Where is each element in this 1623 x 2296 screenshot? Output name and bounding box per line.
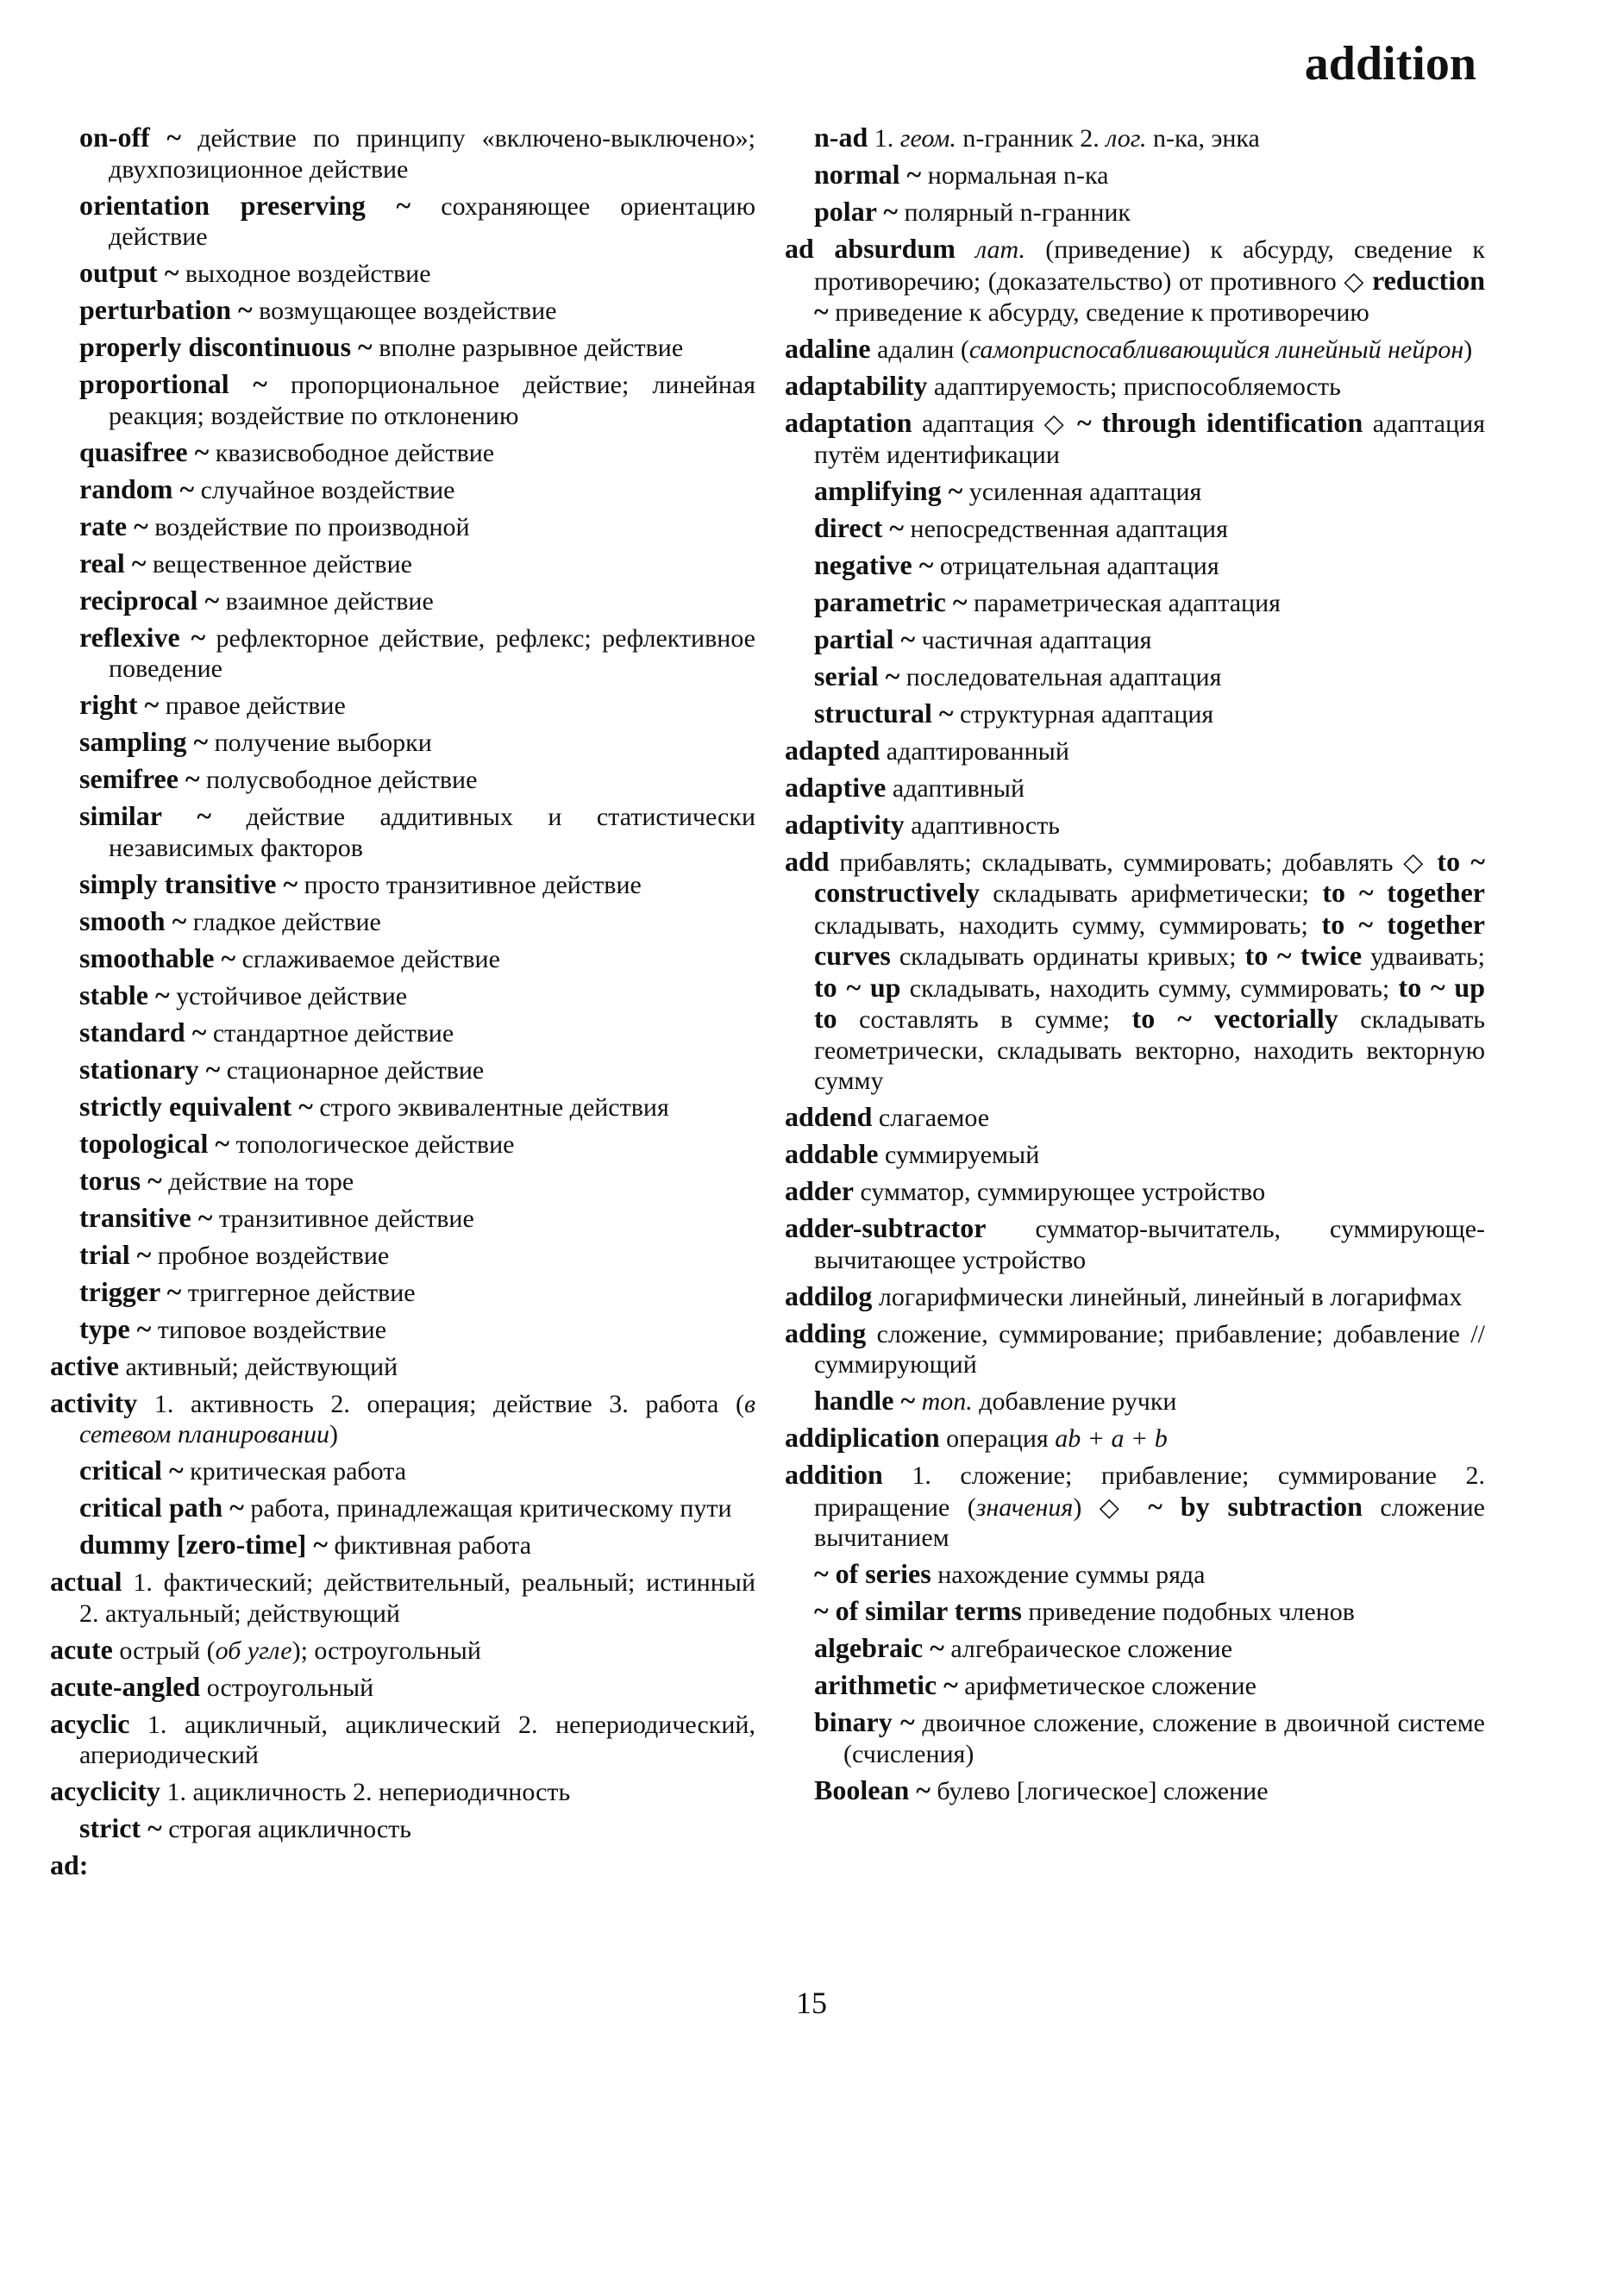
headword: topological ~: [79, 1127, 229, 1159]
sub-entry: [785, 122, 1485, 154]
headword: quasifree ~: [79, 435, 210, 467]
sub-entry: [50, 437, 755, 469]
sub-entry: [785, 1633, 1485, 1665]
sub-entry: [50, 943, 755, 975]
dictionary-entry: [785, 847, 1485, 1097]
sub-entry: [50, 585, 755, 617]
headword: standard ~: [79, 1016, 207, 1048]
definition-text: булево [логическое] сложение: [930, 1776, 1269, 1805]
headword: reduction ~: [814, 264, 1485, 327]
sub-entry: [50, 1277, 755, 1309]
sub-entry: [50, 1129, 755, 1161]
definition-text: непосредственная адаптация: [904, 514, 1228, 543]
definition-text: пробное воздействие: [151, 1241, 390, 1270]
sub-entry: [50, 1492, 755, 1524]
headword: smoothable ~: [79, 942, 236, 973]
headword: handle ~: [814, 1385, 916, 1416]
dictionary-entry: [785, 810, 1485, 841]
dictionary-entry: [50, 1672, 755, 1704]
italic-label: топ.: [921, 1387, 973, 1416]
definition-text: слагаемое: [872, 1104, 990, 1132]
definition-text: сглаживаемое действие: [235, 944, 500, 973]
sub-entry: [785, 661, 1485, 693]
headword: output ~: [79, 257, 179, 288]
definition-text: алгебраическое сложение: [943, 1635, 1233, 1663]
headword: algebraic ~: [814, 1632, 944, 1663]
definition-text: действие на торе: [161, 1167, 354, 1196]
definition-text: усиленная адаптация: [962, 477, 1202, 506]
headword: ~ by subtraction: [1148, 1490, 1363, 1522]
headword: adaptive: [785, 771, 887, 803]
definition-text: [915, 1387, 922, 1416]
italic-label: геом.: [899, 124, 956, 153]
headword: adaptivity: [785, 808, 905, 840]
definition-text: адалин (: [870, 335, 969, 364]
headword: addiplication: [785, 1422, 940, 1453]
definition-text: действие по принципу «включено-выключено»; двухпозиционное действие: [109, 124, 755, 184]
definition-text: n-гранник 2.: [956, 124, 1106, 153]
definition-text: триггерное действие: [181, 1278, 416, 1307]
dictionary-entry: [785, 1102, 1485, 1134]
italic-label: ab + a + b: [1055, 1424, 1168, 1453]
headword: activity: [50, 1386, 138, 1418]
dictionary-entry: [50, 1567, 755, 1629]
running-head: addition: [1304, 37, 1476, 91]
definition-text: операция: [939, 1424, 1056, 1453]
headword: addend: [785, 1101, 873, 1132]
headword: binary ~: [814, 1706, 915, 1737]
sub-entry: [50, 1054, 755, 1086]
definition-text: получение выборки: [208, 729, 432, 757]
sub-entry: [50, 1455, 755, 1487]
headword: sampling ~: [79, 726, 209, 757]
headword: Boolean ~: [814, 1774, 931, 1805]
definition-text: складывать геометрически, складывать векторно, находить векторную сумму: [814, 1005, 1486, 1095]
headword: ~ of similar terms: [814, 1595, 1022, 1626]
definition-text: нормальная n-ка: [921, 161, 1109, 190]
dictionary-entry: [50, 1388, 755, 1450]
definition-text: адаптивность: [904, 810, 1060, 840]
definition-text: складывать, находить сумму, суммировать;: [814, 910, 1322, 940]
headword: to ~ vectorially: [1131, 1003, 1338, 1034]
definition-text: сохраняющее ориентацию действие: [109, 191, 755, 251]
headword: adaptability: [785, 370, 928, 401]
sub-entry: [50, 869, 755, 901]
definition-text: возмущающее воздействие: [252, 297, 557, 325]
headword: ad absurdum: [785, 233, 956, 264]
headword: smooth ~: [79, 904, 187, 936]
headword: to ~ together curves: [814, 908, 1485, 971]
definition-text: сумматор, суммирующее устройство: [854, 1178, 1266, 1206]
definition-text: стандартное действие: [206, 1018, 454, 1048]
headword: parametric ~: [814, 585, 968, 617]
sub-entry: [785, 1670, 1485, 1702]
definition-text: адаптация ◇: [912, 410, 1077, 438]
definition-text: квазисвободное действие: [209, 438, 495, 467]
sub-entry: [785, 1559, 1485, 1591]
headword: n-ad: [814, 122, 868, 153]
sub-entry: [50, 764, 755, 796]
definition-text: вещественное действие: [146, 549, 412, 579]
headword: ad:: [50, 1849, 89, 1880]
headword: ~ through identification: [1076, 407, 1363, 438]
definition-text: n-ка, энка: [1146, 124, 1260, 153]
headword: acyclicity: [50, 1775, 160, 1806]
headword: actual: [50, 1566, 122, 1597]
dictionary-entry: [785, 773, 1485, 804]
sub-entry: [50, 474, 755, 506]
definition-text: типовое воздействие: [151, 1315, 387, 1344]
sub-entry: [785, 1775, 1485, 1807]
definition-text: структурная адаптация: [953, 699, 1214, 729]
headword: trigger ~: [79, 1275, 182, 1307]
headword: simply transitive ~: [79, 867, 298, 899]
sub-entry: [50, 1166, 755, 1198]
headword: to ~ up: [814, 971, 901, 1003]
definition-text: случайное воздействие: [194, 475, 455, 504]
definition-text: 1. фактический; действительный, реальный; истинный 2. актуальный; действующий: [79, 1568, 755, 1628]
definition-text: арифметическое сложение: [957, 1672, 1256, 1700]
sub-entry: [785, 698, 1485, 730]
sub-entry: [50, 332, 755, 364]
dictionary-entry: [785, 1460, 1485, 1554]
dictionary-entry: [785, 1213, 1485, 1275]
dictionary-entry: [50, 1635, 755, 1667]
definition-text: стационарное действие: [220, 1055, 485, 1085]
sub-entry: [50, 295, 755, 327]
definition-text: сумматор-вычитатель, суммирующе-вычитающее устройство: [814, 1215, 1485, 1274]
italic-label: об угле: [215, 1636, 292, 1665]
sub-entry: [50, 258, 755, 290]
headword: addilog: [785, 1279, 873, 1311]
sub-entry: [50, 511, 755, 543]
dictionary-entry: [50, 1776, 755, 1808]
sub-entry: [50, 1813, 755, 1845]
headword: negative ~: [814, 548, 934, 580]
definition-text: отрицательная адаптация: [933, 551, 1219, 580]
definition-text: рефлекторное действие, рефлекс; рефлективное поведение: [109, 623, 755, 683]
definition-text: ): [1463, 335, 1473, 364]
definition-text: топологическое действие: [229, 1129, 515, 1159]
headword: reflexive ~: [79, 621, 206, 653]
headword: structural ~: [814, 697, 954, 729]
headword: strictly equivalent ~: [79, 1090, 313, 1122]
headword: adder-subtractor: [785, 1212, 987, 1243]
definition-text: адаптированный: [880, 736, 1069, 766]
italic-label: самоприспосабливающийся линейный нейрон: [968, 335, 1464, 364]
headword: acute-angled: [50, 1670, 201, 1702]
headword: active: [50, 1349, 119, 1381]
definition-text: строгая ацикличность: [161, 1815, 411, 1843]
headword: perturbation ~: [79, 294, 253, 325]
sub-entry: [785, 160, 1485, 191]
headword: proportional ~: [79, 368, 267, 399]
headword: strict ~: [79, 1812, 162, 1843]
definition-text: добавление ручки: [972, 1387, 1177, 1416]
definition-text: сложение, суммирование; прибавление; добавление // суммирующий: [814, 1319, 1485, 1379]
definition-text: правое действие: [159, 691, 346, 720]
headword: trial ~: [79, 1238, 152, 1270]
sub-entry: [50, 1314, 755, 1346]
sub-entry: [50, 548, 755, 580]
headword: random ~: [79, 472, 195, 504]
dictionary-entry: [785, 371, 1485, 403]
sub-entry: [50, 1017, 755, 1049]
sub-entry: [50, 191, 755, 253]
page-number: 15: [796, 1986, 827, 2020]
definition-text: нахождение суммы ряда: [931, 1561, 1206, 1589]
sub-entry: [50, 122, 755, 185]
definition-text: критическая работа: [183, 1457, 407, 1486]
headword: acute: [50, 1633, 113, 1665]
headword: real ~: [79, 547, 147, 579]
sub-entry: [785, 587, 1485, 619]
definition-text: пропорциональное действие; линейная реакция; воздействие по отклонению: [109, 371, 756, 430]
definition-text: выходное воздействие: [179, 260, 431, 288]
definition-text: фиктивная работа: [327, 1531, 532, 1560]
definition-text: взаимное действие: [219, 586, 434, 616]
italic-label: лат.: [975, 235, 1026, 264]
headword: ~ of series: [814, 1558, 931, 1589]
definition-text: приведение к абсурду, сведение к противоречию: [828, 298, 1369, 327]
sub-entry: [50, 690, 755, 722]
dictionary-entry: [785, 735, 1485, 767]
sub-entry: [50, 1240, 755, 1272]
headword: addable: [785, 1138, 879, 1169]
definition-text: адаптируемость; приспособляемость: [927, 372, 1341, 401]
definition-text: двоичное сложение, сложение в двоичной системе (счисления): [843, 1709, 1485, 1768]
definition-text: 1. ацикличный, ациклический 2. непериодический, апериодический: [79, 1710, 755, 1769]
dictionary-entry: [785, 1423, 1485, 1455]
left-column: [50, 122, 755, 1887]
italic-label: значения: [975, 1492, 1074, 1522]
definition-text: адаптация путём идентификации: [814, 410, 1485, 469]
definition-text: складывать арифметически;: [979, 879, 1323, 908]
definition-text: последовательная адаптация: [899, 662, 1222, 691]
definition-text: логарифмически линейный, линейный в логарифмах: [872, 1282, 1463, 1311]
definition-text: устойчивое действие: [169, 981, 408, 1010]
headword: partial ~: [814, 622, 916, 654]
headword: adding: [785, 1317, 867, 1348]
sub-entry: [50, 906, 755, 938]
headword: add: [785, 845, 830, 877]
sub-entry: [50, 980, 755, 1012]
headword: adaptation: [785, 407, 912, 438]
headword: properly discontinuous ~: [79, 331, 373, 362]
dictionary-entry: [785, 334, 1485, 366]
definition-text: ) ◇: [1073, 1492, 1149, 1522]
headword: amplifying ~: [814, 474, 963, 506]
definition-text: строго эквивалентные действия: [312, 1092, 669, 1122]
sub-entry: [50, 1530, 755, 1561]
definition-text: (приведение) к абсурду, сведение к противоречию; (доказательство) от противного ◇: [814, 235, 1486, 296]
definition-text: гладкое действие: [186, 907, 381, 936]
headword: on-off ~: [79, 122, 182, 153]
headword: to ~ twice: [1244, 940, 1363, 971]
definition-text: транзитивное действие: [212, 1204, 474, 1233]
dictionary-entry: [785, 234, 1485, 328]
definition-text: складывать, находить сумму, суммировать;: [900, 973, 1399, 1003]
definition-text: остроугольный: [200, 1673, 374, 1702]
definition-text: складывать ординаты кривых;: [890, 942, 1245, 971]
definition-text: 1. сложение; прибавление; суммирование 2. приращение (: [814, 1461, 1485, 1522]
sub-entry: [785, 624, 1485, 656]
headword: semifree ~: [79, 763, 200, 794]
definition-text: работа, принадлежащая критическому пути: [243, 1494, 732, 1523]
sub-entry: [785, 1596, 1485, 1628]
headword: right ~: [79, 689, 160, 720]
headword: similar ~: [79, 800, 212, 831]
definition-text: полусвободное действие: [199, 766, 478, 794]
definition-text: [956, 235, 975, 264]
sub-entry: [50, 801, 755, 863]
headword: adaline: [785, 333, 871, 364]
headword: direct ~: [814, 511, 905, 543]
headword: polar ~: [814, 196, 898, 227]
headword: orientation preserving ~: [79, 189, 411, 221]
headword: addition: [785, 1459, 883, 1490]
headword: critical ~: [79, 1455, 184, 1486]
sub-entry: [785, 1386, 1485, 1417]
dictionary-entry: [785, 408, 1485, 470]
definition-text: ): [329, 1420, 338, 1448]
sub-entry: [50, 369, 755, 431]
sub-entry: [50, 727, 755, 759]
italic-label: в сетевом планировании: [79, 1389, 755, 1448]
headword: stable ~: [79, 979, 170, 1010]
headword: acyclic: [50, 1707, 130, 1739]
definition-text: частичная адаптация: [915, 625, 1152, 654]
headword: to ~ constructively: [814, 845, 1486, 908]
definition-text: составлять в сумме;: [837, 1005, 1132, 1034]
sub-entry: [50, 1203, 755, 1235]
headword: to ~ up to: [814, 971, 1486, 1034]
definition-text: просто транзитивное действие: [298, 870, 642, 899]
sub-entry: [785, 550, 1485, 582]
headword: normal ~: [814, 159, 922, 190]
definition-text: действие аддитивных и статистически независимых факторов: [109, 803, 756, 862]
dictionary-entry: [785, 1281, 1485, 1313]
definition-text: суммируемый: [878, 1141, 1040, 1169]
headword: serial ~: [814, 660, 900, 691]
definition-text: приведение подобных членов: [1021, 1598, 1355, 1626]
sub-entry: [785, 476, 1485, 508]
dictionary-entry: [50, 1850, 755, 1882]
sub-entry: [785, 1707, 1485, 1769]
definition-text: активный; действующий: [118, 1352, 398, 1381]
dictionary-entry: [785, 1318, 1485, 1380]
definition-text: адаптивный: [886, 773, 1025, 803]
definition-text: 1.: [868, 124, 900, 153]
headword: arithmetic ~: [814, 1669, 958, 1700]
headword: rate ~: [79, 510, 148, 541]
definition-text: ); остроугольный: [291, 1636, 481, 1665]
right-column: [785, 122, 1485, 1812]
definition-text: полярный n-гранник: [897, 198, 1131, 227]
headword: transitive ~: [79, 1201, 213, 1233]
headword: torus ~: [79, 1164, 162, 1196]
headword: adapted: [785, 734, 880, 766]
dictionary-entry: [785, 1176, 1485, 1208]
headword: to ~ together: [1322, 877, 1486, 908]
definition-text: параметрическая адаптация: [967, 588, 1281, 617]
italic-label: лог.: [1106, 124, 1147, 153]
sub-entry: [50, 1092, 755, 1123]
headword: type ~: [79, 1312, 152, 1344]
headword: reciprocal ~: [79, 584, 220, 616]
definition-text: 1. ацикличность 2. непериодичность: [160, 1778, 571, 1806]
dictionary-entry: [50, 1351, 755, 1383]
definition-text: прибавлять; складывать, суммировать; добавлять ◇: [829, 848, 1438, 877]
sub-entry: [785, 513, 1485, 545]
sub-entry: [785, 197, 1485, 228]
definition-text: острый (: [112, 1636, 216, 1665]
definition-text: 1. активность 2. операция; действие 3. работа (: [137, 1389, 744, 1418]
headword: critical path ~: [79, 1492, 244, 1523]
definition-text: сложение вычитанием: [814, 1492, 1485, 1552]
dictionary-entry: [785, 1139, 1485, 1171]
definition-text: вполне разрывное действие: [372, 334, 684, 362]
definition-text: удваивать;: [1362, 942, 1485, 971]
headword: adder: [785, 1175, 854, 1206]
definition-text: воздействие по производной: [147, 512, 470, 541]
headword: stationary ~: [79, 1053, 221, 1085]
sub-entry: [50, 622, 755, 685]
headword: dummy [zero-time] ~: [79, 1529, 328, 1560]
dictionary-entry: [50, 1709, 755, 1771]
